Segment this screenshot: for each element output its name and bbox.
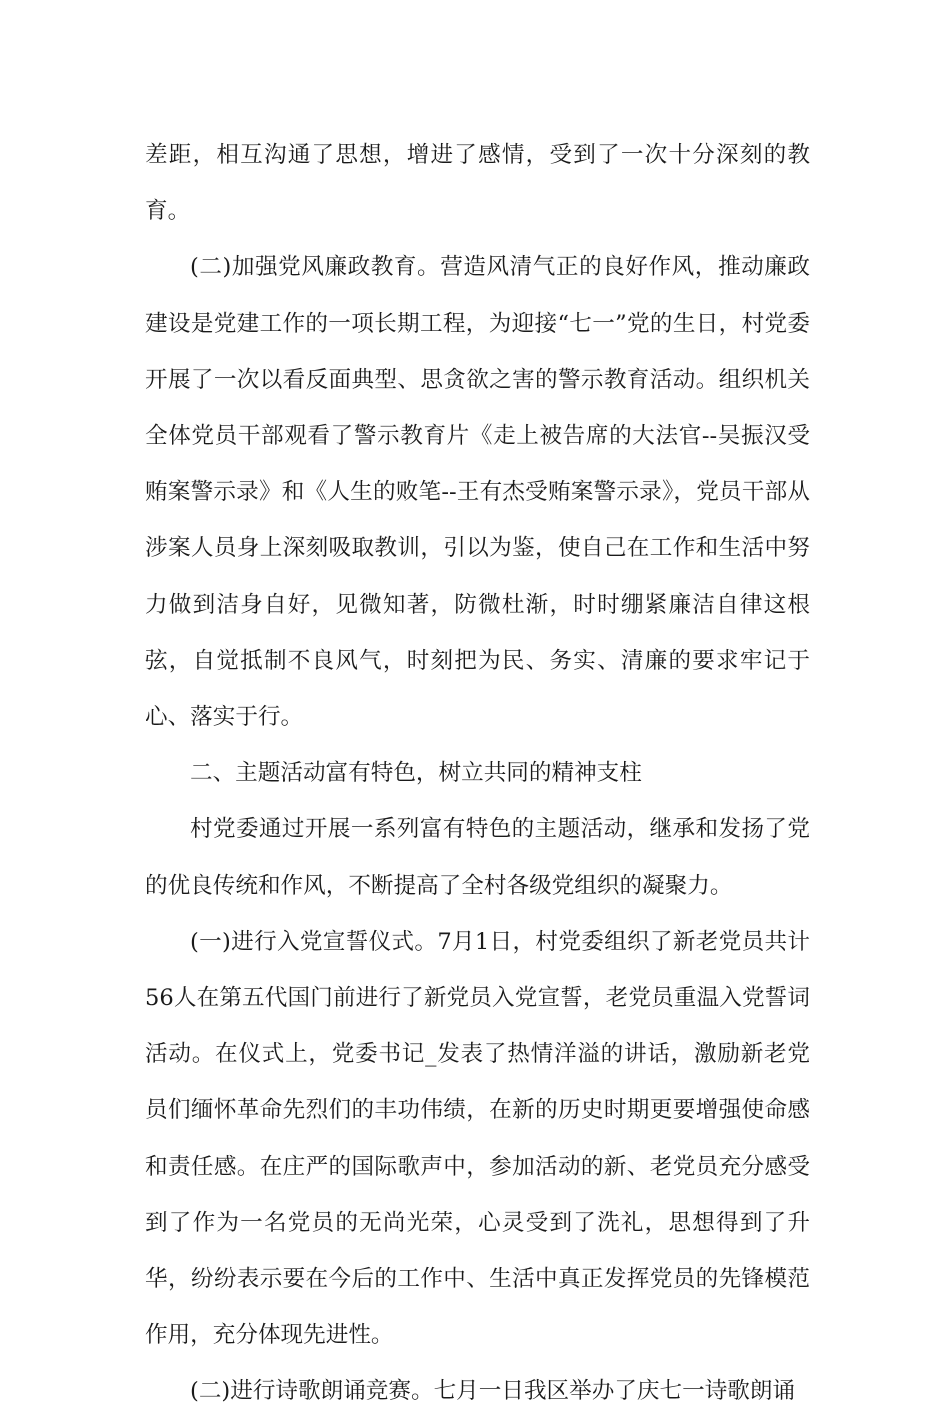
paragraph-continuation: 差距，相互沟通了思想，增进了感情，受到了一次十分深刻的教育。	[145, 142, 810, 225]
section-heading-themed-activities: 二、主题活动富有特色，树立共同的精神支柱	[190, 760, 642, 787]
paragraph-poetry-contest: (二)进行诗歌朗诵竞赛。七月一日我区举办了庆七一诗歌朗诵	[190, 1378, 796, 1405]
paragraph-themed-activities-intro: 村党委通过开展一系列富有特色的主题活动，继承和发扬了党的优良传统和作风，不断提高了全村各级党组织的凝聚力。	[145, 816, 810, 899]
document-body	[145, 127, 810, 1420]
paragraph-oath-ceremony: (一)进行入党宣誓仪式。7月1日，村党委组织了新老党员共计56人在第五代国门前进行了新党员入党宣誓，老党员重温入党誓词活动。在仪式上，党委书记_发表了热情洋溢的讲话，激励新老党员们缅怀革命先烈们的丰功伟绩，在新的历史时期更要增强使命感和责任感。在庄严的国际歌声中，参加活动的新、老党员充分感受到了作为一名党员的无尚光荣，心灵受到了洗礼，思想得到了升华，纷纷表示要在今后的工作中、生活中真正发挥党员的先锋模范作用，充分体现先进性。	[145, 928, 810, 1349]
paragraph-party-conduct-education: (二)加强党风廉政教育。营造风清气正的良好作风，推动廉政建设是党建工作的一项长期工程，为迎接“七一”党的生日，村党委开展了一次以看反面典型、思贪欲之害的警示教育活动。组织机关全体党员干部观看了警示教育片《走上被告席的大法官--吴振汉受贿案警示录》和《人生的败笔--王有杰受贿案警示录》，党员干部从涉案人员身上深刻吸取教训，引以为鉴，使自己在工作和生活中努力做到洁身自好，见微知著，防微杜渐，时时绷紧廉洁自律这根弦，自觉抵制不良风气，时刻把为民、务实、清廉的要求牢记于心、落实于行。	[145, 254, 810, 731]
